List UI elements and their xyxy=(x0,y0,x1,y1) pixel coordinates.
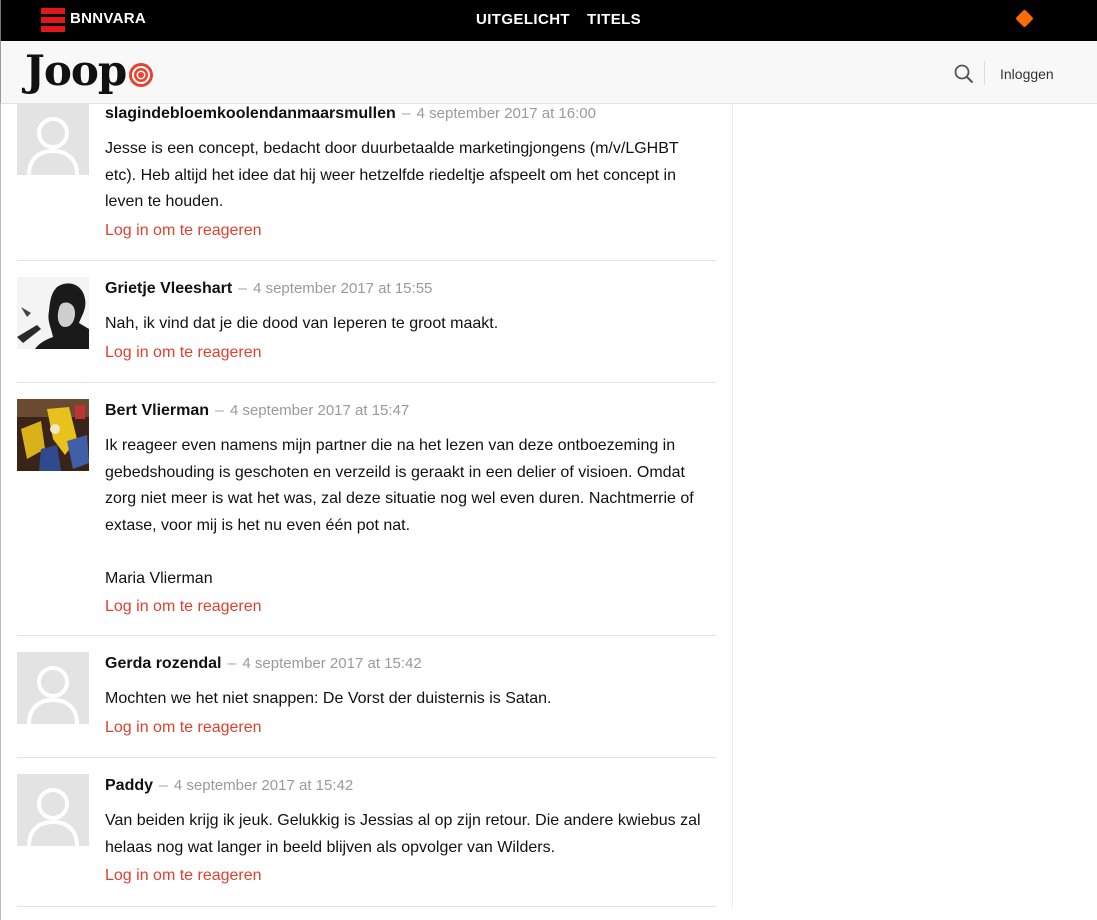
comment-text: Ik reageer even namens mijn partner die na het lezen van deze ontboezeming in gebedshouding is geschoten en verzeild is geraakt in een delier of visioen. Omdat zorg niet meer is wat het was, zal deze situatie nog wel even duren. Nachtmerrie of extase, voor mij is het nu even één pot nat. Maria Vlierman xyxy=(105,437,694,587)
comment-body xyxy=(105,401,716,617)
separator-dash: – xyxy=(215,402,224,419)
site-header xyxy=(0,41,1097,104)
comment-date[interactable]: 4 september 2017 at 15:55 xyxy=(253,280,433,297)
separator-dash: – xyxy=(238,280,248,297)
default-avatar-icon xyxy=(17,774,89,846)
separator-dash: – xyxy=(227,655,237,672)
top-bar xyxy=(0,0,1097,41)
login-link[interactable]: Inloggen xyxy=(1000,66,1054,82)
default-avatar-icon xyxy=(17,652,89,724)
default-avatar-icon xyxy=(17,103,89,175)
login-to-reply-link[interactable]: Log in om te reageren xyxy=(105,343,262,361)
joop-logo[interactable] xyxy=(25,45,126,97)
login-to-reply-link[interactable]: Log in om te reageren xyxy=(105,598,262,615)
comment-author[interactable]: Paddy xyxy=(105,777,154,794)
comment-author[interactable]: slagindebloemkoolendanmaarsmullen xyxy=(105,105,396,122)
comment-header xyxy=(105,776,716,796)
login-to-reply-link[interactable]: Log in om te reageren xyxy=(105,867,262,884)
content-right-rule xyxy=(732,104,733,908)
comment-text: Jesse is een concept, bedacht door duurbetaalde marketingjongens (m/v/LGHBT etc). Heb altijd het idee dat hij weer hetzelfde riedeltje afspeelt om het concept in leven te houden. xyxy=(105,140,679,210)
top-nav xyxy=(476,11,658,29)
npo-diamond-icon[interactable] xyxy=(1015,9,1033,27)
comment-body xyxy=(105,104,716,241)
page-left-border xyxy=(0,104,1,920)
comment-text: Van beiden krijg ik jeuk. Gelukkig is Jessias al op zijn retour. Die andere kwiebus zal helaas nog wat langer in beeld blijven als opvolger van Wilders. xyxy=(105,812,701,856)
nav-uitgelicht[interactable]: UITGELICHT xyxy=(476,11,570,28)
comment-body xyxy=(105,279,716,363)
comment-header xyxy=(105,654,716,674)
comment-date[interactable]: 4 september 2017 at 15:47 xyxy=(229,402,410,419)
comment-date[interactable]: 4 september 2017 at 15:42 xyxy=(173,777,354,794)
comment-item xyxy=(17,758,716,907)
comment-text: Mochten we het niet snappen: De Vorst der duisternis is Satan. xyxy=(105,690,552,707)
bnnvara-brand: BNNVARA xyxy=(70,10,146,27)
comment-author[interactable]: Bert Vlierman xyxy=(105,402,210,419)
search-icon[interactable] xyxy=(954,64,974,84)
separator-dash: – xyxy=(159,777,168,794)
header-divider xyxy=(984,61,985,85)
comment-date[interactable]: 4 september 2017 at 16:00 xyxy=(416,105,596,122)
bnnvara-bars-icon xyxy=(41,8,65,32)
login-to-reply-link[interactable]: Log in om te reageren xyxy=(105,718,262,736)
comment-item xyxy=(17,636,716,758)
comment-header xyxy=(105,104,716,124)
separator-dash: – xyxy=(401,105,411,122)
comment-item xyxy=(17,104,716,261)
target-icon xyxy=(128,62,154,88)
comment-author[interactable]: Grietje Vleeshart xyxy=(105,280,233,297)
joop-logo-text: Joop xyxy=(25,46,127,95)
comment-date[interactable]: 4 september 2017 at 15:42 xyxy=(242,655,422,672)
comment-header xyxy=(105,279,716,299)
nav-titels[interactable]: TITELS xyxy=(587,11,642,28)
comment-header xyxy=(105,401,716,421)
photo-portrait-avatar xyxy=(17,277,89,349)
login-to-reply-link[interactable]: Log in om te reageren xyxy=(105,221,262,239)
comment-body xyxy=(105,776,716,886)
comment-item xyxy=(17,261,716,383)
comment-item xyxy=(17,383,716,636)
photo-colorful-avatar xyxy=(17,399,89,471)
comment-author[interactable]: Gerda rozendal xyxy=(105,655,222,672)
comment-text: Nah, ik vind dat je die dood van Ieperen te groot maakt. xyxy=(105,315,499,332)
comment-body xyxy=(105,654,716,738)
